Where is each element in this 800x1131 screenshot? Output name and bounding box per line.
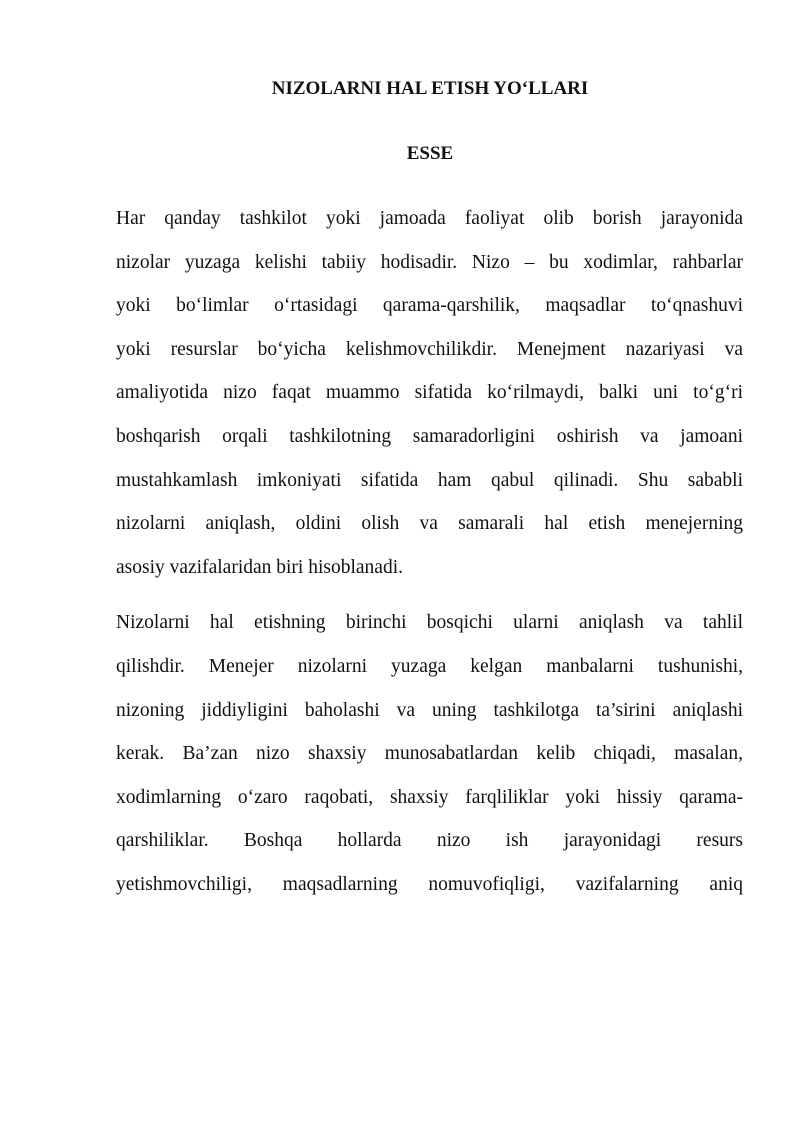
paragraph-line: kerak. Ba’zan nizo shaxsiy munosabatlardan kelib chiqadi, masalan, (116, 743, 743, 765)
paragraph-line: boshqarish orqali tashkilotning samaradorligini oshirish va jamoani (116, 425, 743, 447)
paragraph-line: Har qanday tashkilot yoki jamoada faoliyat olib borish jarayonida (116, 208, 743, 229)
paragraph-line: Nizolarni hal etishning birinchi bosqichi ularni aniqlash va tahlil (116, 612, 743, 634)
paragraph-line: qilishdir. Menejer nizolarni yuzaga kelgan manbalarni tushunishi, (116, 655, 743, 677)
paragraph-line: amaliyotida nizo faqat muammo sifatida ko‘rilmaydi, balki uni to‘g‘ri (116, 382, 743, 404)
paragraph-line: nizolarni aniqlash, oldini olish va samarali hal etish menejerning (116, 513, 743, 535)
paragraph-line: nizolar yuzaga kelishi tabiiy hodisadir. Nizo – bu xodimlar, rahbarlar (116, 251, 743, 273)
paragraph-1 (116, 197, 743, 589)
paragraph-line: yoki resurslar bo‘yicha kelishmovchilikdir. Menejment nazariyasi va (116, 338, 743, 360)
paragraph-line: qarshiliklar. Boshqa hollarda nizo ish jarayonidagi resurs (116, 830, 743, 852)
document-title: NIZOLARNI HAL ETISH YO‘LLARI (271, 78, 589, 99)
paragraph-2 (116, 601, 743, 906)
paragraph-line: nizoning jiddiyligini baholashi va uning tashkilotga ta’sirini aniqlashi (116, 699, 743, 721)
document-body (116, 197, 743, 907)
paragraph-line: mustahkamlash imkoniyati sifatida ham qabul qilinadi. Shu sababli (116, 469, 743, 491)
document-subtitle: ESSE (406, 143, 454, 164)
paragraph-line: yetishmovchiligi, maqsadlarning nomuvofiqligi, vazifalarning aniq (116, 873, 743, 895)
paragraph-line: asosiy vazifalaridan biri hisoblanadi. (116, 556, 403, 578)
paragraph-line: yoki bo‘limlar o‘rtasidagi qarama-qarshilik, maqsadlar to‘qnashuvi (116, 295, 743, 317)
paragraph-line: xodimlarning o‘zaro raqobati, shaxsiy farqliliklar yoki hissiy qarama- (116, 786, 743, 808)
